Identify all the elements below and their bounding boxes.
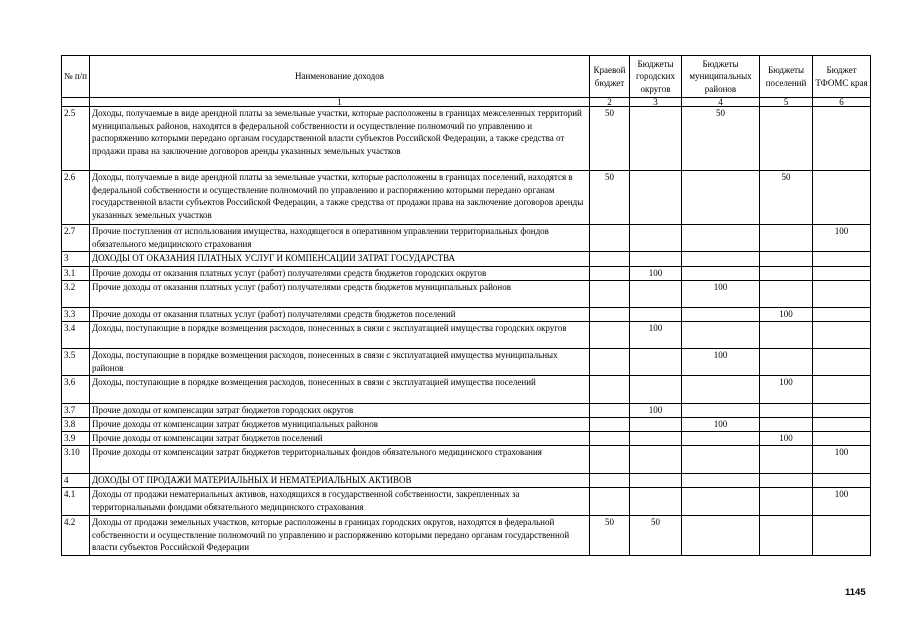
value-settlements (760, 488, 813, 516)
column-number: 4 (682, 98, 760, 107)
value-municipal-districts (682, 252, 760, 267)
row-number: 3.3 (62, 308, 90, 322)
value-city-districts (630, 474, 682, 488)
value-regional (590, 432, 630, 446)
value-tfoms (813, 267, 871, 281)
value-regional: 50 (590, 516, 630, 556)
row-number: 3.7 (62, 404, 90, 418)
row-number: 3.6 (62, 376, 90, 404)
header-regional-budget: Краевой бюджет (590, 56, 630, 98)
value-municipal-districts (682, 308, 760, 322)
value-settlements (760, 446, 813, 474)
value-tfoms (813, 349, 871, 376)
value-city-districts (630, 349, 682, 376)
value-municipal-districts: 100 (682, 349, 760, 376)
row-number: 2.5 (62, 107, 90, 171)
value-regional (590, 474, 630, 488)
value-regional (590, 225, 630, 252)
header-tfoms-budget: Бюджет ТФОМС края (813, 56, 871, 98)
value-regional (590, 322, 630, 349)
value-tfoms (813, 252, 871, 267)
value-regional (590, 488, 630, 516)
value-settlements (760, 252, 813, 267)
value-city-districts (630, 281, 682, 308)
page-number: 1145 (845, 587, 866, 598)
value-municipal-districts (682, 267, 760, 281)
row-name: Доходы, получаемые в виде арендной платы за земельные участки, которые расположены в границах межселенных территорий муниципальных районов, находятся в федеральной собственности и осуществление полномочий по управлению и распоряжению которыми передано органам государственной власти субъектов Российской Федерации, а также средства от продажи права на заключение договоров аренды указанных земельных участков (90, 107, 590, 171)
value-settlements (760, 267, 813, 281)
value-tfoms (813, 418, 871, 432)
value-regional (590, 267, 630, 281)
column-numbers-row (62, 98, 871, 107)
value-regional (590, 281, 630, 308)
table-row (62, 488, 871, 516)
section-row (62, 474, 871, 488)
row-name: Прочие поступления от использования имущества, находящегося в оперативном управлении территориальных фондов обязательного медицинского страхования (90, 225, 590, 252)
value-tfoms: 100 (813, 225, 871, 252)
row-name: Прочие доходы от компенсации затрат бюджетов муниципальных районов (90, 418, 590, 432)
table-row (62, 225, 871, 252)
value-city-districts: 100 (630, 322, 682, 349)
value-city-districts: 100 (630, 267, 682, 281)
table-row (62, 418, 871, 432)
value-regional (590, 376, 630, 404)
column-number: 5 (760, 98, 813, 107)
value-tfoms (813, 404, 871, 418)
table-row (62, 376, 871, 404)
row-number: 3.8 (62, 418, 90, 432)
value-municipal-districts (682, 432, 760, 446)
value-city-districts: 100 (630, 404, 682, 418)
value-settlements (760, 281, 813, 308)
value-tfoms: 100 (813, 488, 871, 516)
value-regional (590, 252, 630, 267)
value-settlements (760, 404, 813, 418)
row-number: 4.1 (62, 488, 90, 516)
value-tfoms (813, 432, 871, 446)
row-name: Доходы, поступающие в порядке возмещения расходов, понесенных в связи с эксплуатацией имущества муниципальных районов (90, 349, 590, 376)
row-name: Прочие доходы от оказания платных услуг (работ) получателями средств бюджетов муниципальных районов (90, 281, 590, 308)
value-municipal-districts (682, 474, 760, 488)
row-name: Прочие доходы от оказания платных услуг (работ) получателями средств бюджетов городских округов (90, 267, 590, 281)
value-regional (590, 418, 630, 432)
row-number: 3.9 (62, 432, 90, 446)
table-row (62, 404, 871, 418)
row-number: 3.5 (62, 349, 90, 376)
value-city-districts (630, 308, 682, 322)
header-municipal-districts-budget: Бюджеты муниципальных районов (682, 56, 760, 98)
row-name: Прочие доходы от компенсации затрат бюджетов территориальных фондов обязательного медицинского страхования (90, 446, 590, 474)
section-row (62, 252, 871, 267)
value-city-districts (630, 418, 682, 432)
value-municipal-districts: 100 (682, 418, 760, 432)
value-municipal-districts (682, 171, 760, 225)
value-municipal-districts (682, 446, 760, 474)
row-name: ДОХОДЫ ОТ ОКАЗАНИЯ ПЛАТНЫХ УСЛУГ И КОМПЕНСАЦИИ ЗАТРАТ ГОСУДАРСТВА (90, 252, 590, 267)
value-settlements: 100 (760, 308, 813, 322)
value-settlements: 100 (760, 432, 813, 446)
table-row (62, 516, 871, 556)
table-row (62, 171, 871, 225)
table-row (62, 322, 871, 349)
header-num: № п/п (62, 56, 90, 98)
row-name: Прочие доходы от оказания платных услуг (работ) получателями средств бюджетов поселений (90, 308, 590, 322)
table-header-row (62, 56, 871, 98)
value-municipal-districts (682, 488, 760, 516)
value-municipal-districts: 50 (682, 107, 760, 171)
row-name: Доходы от продажи земельных участков, которые расположены в границах городских округов, находятся в федеральной собственности и осуществление полномочий по управлению и распоряжению которыми передано органам государственной власти субъектов Российской Федерации (90, 516, 590, 556)
header-name: Наименование доходов (90, 56, 590, 98)
row-number: 3.4 (62, 322, 90, 349)
value-regional (590, 446, 630, 474)
value-tfoms (813, 376, 871, 404)
value-city-districts (630, 446, 682, 474)
value-settlements (760, 418, 813, 432)
column-number (62, 98, 90, 107)
header-city-districts-budget: Бюджеты городских округов (630, 56, 682, 98)
value-city-districts (630, 432, 682, 446)
value-settlements (760, 107, 813, 171)
table-row (62, 107, 871, 171)
value-tfoms (813, 474, 871, 488)
row-name: ДОХОДЫ ОТ ПРОДАЖИ МАТЕРИАЛЬНЫХ И НЕМАТЕРИАЛЬНЫХ АКТИВОВ (90, 474, 590, 488)
row-name: Прочие доходы от компенсации затрат бюджетов городских округов (90, 404, 590, 418)
value-municipal-districts (682, 516, 760, 556)
value-city-districts (630, 107, 682, 171)
table-row (62, 308, 871, 322)
value-city-districts (630, 225, 682, 252)
value-settlements (760, 225, 813, 252)
column-number: 6 (813, 98, 871, 107)
table-row (62, 432, 871, 446)
value-regional (590, 349, 630, 376)
value-municipal-districts: 100 (682, 281, 760, 308)
row-name: Доходы, поступающие в порядке возмещения расходов, понесенных в связи с эксплуатацией имущества поселений (90, 376, 590, 404)
column-number: 2 (590, 98, 630, 107)
row-name: Доходы от продажи нематериальных активов, находящихся в государственной собственности, закрепленных за территориальными фондами обязательного медицинского страхования (90, 488, 590, 516)
value-tfoms (813, 308, 871, 322)
value-settlements (760, 322, 813, 349)
row-name: Доходы, получаемые в виде арендной платы за земельные участки, которые расположены в границах поселений, находятся в федеральной собственности и осуществление полномочий по управлению и распоряжению которыми передано органам государственной власти субъектов Российской Федерации, а также средства от продажи права на заключение договоров аренды указанных земельных участков (90, 171, 590, 225)
row-name: Прочие доходы от компенсации затрат бюджетов поселений (90, 432, 590, 446)
document-sheet (61, 55, 871, 556)
row-number: 3.2 (62, 281, 90, 308)
value-tfoms (813, 281, 871, 308)
value-regional (590, 308, 630, 322)
row-name: Доходы, поступающие в порядке возмещения расходов, понесенных в связи с эксплуатацией имущества городских округов (90, 322, 590, 349)
value-settlements: 100 (760, 376, 813, 404)
value-municipal-districts (682, 225, 760, 252)
value-regional: 50 (590, 171, 630, 225)
value-settlements: 50 (760, 171, 813, 225)
row-number: 4.2 (62, 516, 90, 556)
table-row (62, 267, 871, 281)
value-settlements (760, 474, 813, 488)
row-number: 3 (62, 252, 90, 267)
column-number: 3 (630, 98, 682, 107)
value-tfoms (813, 171, 871, 225)
table-row (62, 446, 871, 474)
value-municipal-districts (682, 404, 760, 418)
row-number: 4 (62, 474, 90, 488)
value-tfoms (813, 322, 871, 349)
value-city-districts (630, 488, 682, 516)
value-tfoms: 100 (813, 446, 871, 474)
value-municipal-districts (682, 376, 760, 404)
value-city-districts (630, 171, 682, 225)
value-tfoms (813, 516, 871, 556)
value-municipal-districts (682, 322, 760, 349)
table-row (62, 349, 871, 376)
value-regional (590, 404, 630, 418)
row-number: 2.7 (62, 225, 90, 252)
value-settlements (760, 516, 813, 556)
header-settlements-budget: Бюджеты поселений (760, 56, 813, 98)
value-city-districts (630, 252, 682, 267)
value-tfoms (813, 107, 871, 171)
value-city-districts: 50 (630, 516, 682, 556)
row-number: 3.1 (62, 267, 90, 281)
value-settlements (760, 349, 813, 376)
value-regional: 50 (590, 107, 630, 171)
table-row (62, 281, 871, 308)
value-city-districts (630, 376, 682, 404)
column-number: 1 (90, 98, 590, 107)
row-number: 2.6 (62, 171, 90, 225)
row-number: 3.10 (62, 446, 90, 474)
revenue-distribution-table (61, 55, 871, 556)
